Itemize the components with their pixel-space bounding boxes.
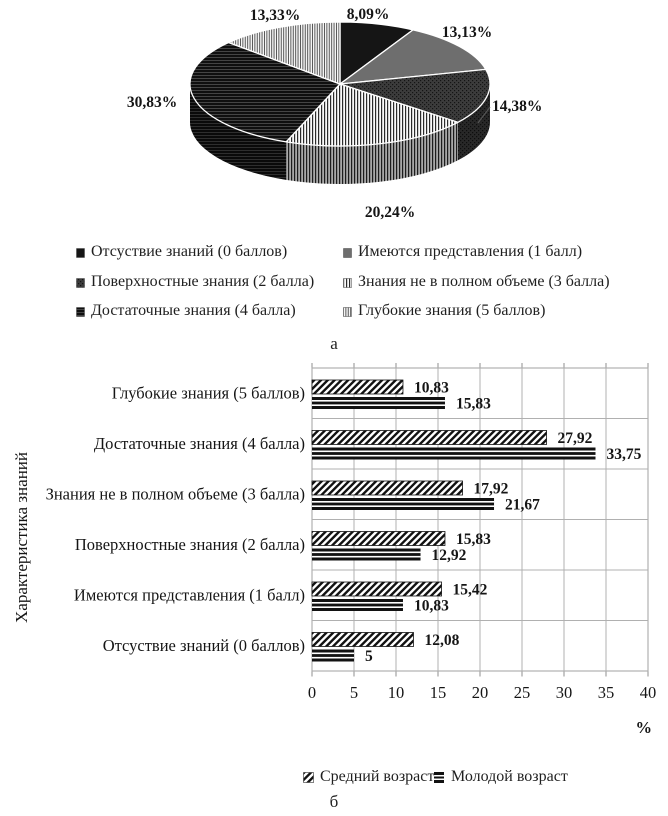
- bar: [312, 599, 403, 611]
- bar: [312, 582, 442, 596]
- bar: [312, 633, 413, 647]
- bar-stripe: [312, 556, 421, 558]
- pie-legend-label: Глубокие знания (5 баллов): [358, 302, 546, 319]
- x-tick-label: 35: [597, 683, 615, 702]
- bar-value-label: 15,42: [452, 581, 488, 599]
- bar-value-label: 15,83: [455, 531, 491, 548]
- bar: [312, 549, 421, 561]
- bar: [312, 380, 403, 394]
- pie-legend-swatch-icon: [343, 247, 352, 258]
- x-tick-label: 20: [471, 683, 489, 702]
- bar-stripe: [312, 451, 596, 453]
- pie-legend-label: Знания не в полном объеме (3 балла): [358, 273, 610, 290]
- pie-legend-swatch-icon: [76, 306, 85, 317]
- bar-legend-swatch-icon: [434, 772, 445, 783]
- caption-b: б: [329, 792, 339, 811]
- pie-slice-label: 13,33%: [249, 7, 301, 24]
- bar-value-label: 17,92: [473, 480, 509, 498]
- bar-stripe: [312, 400, 445, 402]
- bar-stripe: [312, 657, 354, 659]
- bar-value-label: 10,83: [413, 379, 449, 397]
- x-tick-label: 5: [349, 683, 359, 702]
- x-tick-label: 40: [639, 683, 657, 702]
- category-label: Знания не в полном объеме (3 балла): [45, 484, 305, 504]
- pie-legend-label: Поверхностные знания (2 балла): [91, 273, 315, 290]
- bar-value-label: 5: [365, 648, 373, 665]
- bar-stripe: [312, 501, 494, 503]
- pie-legend-label: Достаточные знания (4 балла): [91, 302, 296, 319]
- pie-legend-label: Имеются представления (1 балл): [358, 243, 583, 260]
- pie-slice-label: 14,38%: [492, 98, 543, 115]
- category-label: Достаточные знания (4 балла): [93, 433, 305, 453]
- pie-legend-item: [76, 302, 296, 320]
- pie-legend-item: [76, 243, 287, 261]
- x-tick-label: 25: [513, 683, 531, 702]
- bar-legend-swatch-icon: [303, 772, 314, 783]
- bar-value-label: 33,75: [606, 446, 642, 463]
- pie-slice-label: 13,13%: [441, 24, 493, 41]
- bar-value-label: 10,83: [413, 597, 449, 615]
- bar: [312, 650, 354, 662]
- pie-slice-label: 30,83%: [126, 94, 178, 111]
- category-label: Отсуствие знаний (0 баллов): [102, 635, 305, 655]
- x-tick-label: 10: [387, 683, 405, 702]
- bar: [312, 397, 445, 409]
- bar: [312, 431, 547, 445]
- x-tick-label: 0: [307, 683, 317, 702]
- bar-stripe: [312, 552, 421, 554]
- y-axis-title: Характеристика знаний: [12, 452, 31, 623]
- x-axis-unit-label: %: [635, 718, 652, 737]
- bar-stripe: [312, 653, 354, 655]
- pie-legend-swatch-icon: [343, 306, 352, 317]
- category-label: Поверхностные знания (2 балла): [74, 534, 305, 554]
- bar-stripe: [312, 404, 445, 406]
- pie-legend-swatch-icon: [343, 277, 352, 288]
- bar-legend-item: [434, 768, 568, 786]
- pie-legend-item: [343, 243, 582, 261]
- bar-chart: [0, 360, 668, 756]
- pie-chart: [0, 0, 668, 232]
- bar-value-label: 27,92: [557, 430, 593, 447]
- bar-legend-label: Молодой возраст: [451, 768, 568, 785]
- x-tick-label: 30: [555, 683, 573, 702]
- bar: [312, 448, 596, 460]
- x-tick-label: 15: [429, 683, 447, 702]
- pie-legend-label: Отсуствие знаний (0 баллов): [91, 243, 288, 260]
- pie-legend-item: [343, 273, 610, 291]
- category-label: Имеются представления (1 балл): [73, 585, 305, 605]
- bar-value-label: 15,83: [455, 395, 491, 413]
- pie-legend-item: [76, 273, 314, 291]
- pie-slice-label: 20,24%: [364, 204, 416, 221]
- bar: [312, 498, 494, 510]
- bar-value-label: 21,67: [505, 496, 540, 514]
- bar-legend-label: Средний возраст: [320, 768, 435, 785]
- bar: [312, 481, 463, 495]
- pie-legend-swatch-icon: [76, 277, 85, 288]
- bar-legend-item: [303, 768, 434, 786]
- category-label: Глубокие знания (5 баллов): [111, 383, 305, 403]
- bar-stripe: [312, 602, 403, 604]
- bar-stripe: [312, 505, 494, 507]
- caption-a: а: [330, 334, 338, 353]
- bar-value-label: 12,08: [424, 632, 460, 649]
- pie-legend-swatch-icon: [76, 247, 85, 258]
- bar-stripe: [312, 606, 403, 608]
- bar: [312, 532, 445, 546]
- pie-slice-label: 8,09%: [346, 6, 390, 23]
- bar-stripe: [312, 455, 596, 457]
- pie-legend-item: [343, 302, 545, 320]
- bar-value-label: 12,92: [431, 547, 467, 564]
